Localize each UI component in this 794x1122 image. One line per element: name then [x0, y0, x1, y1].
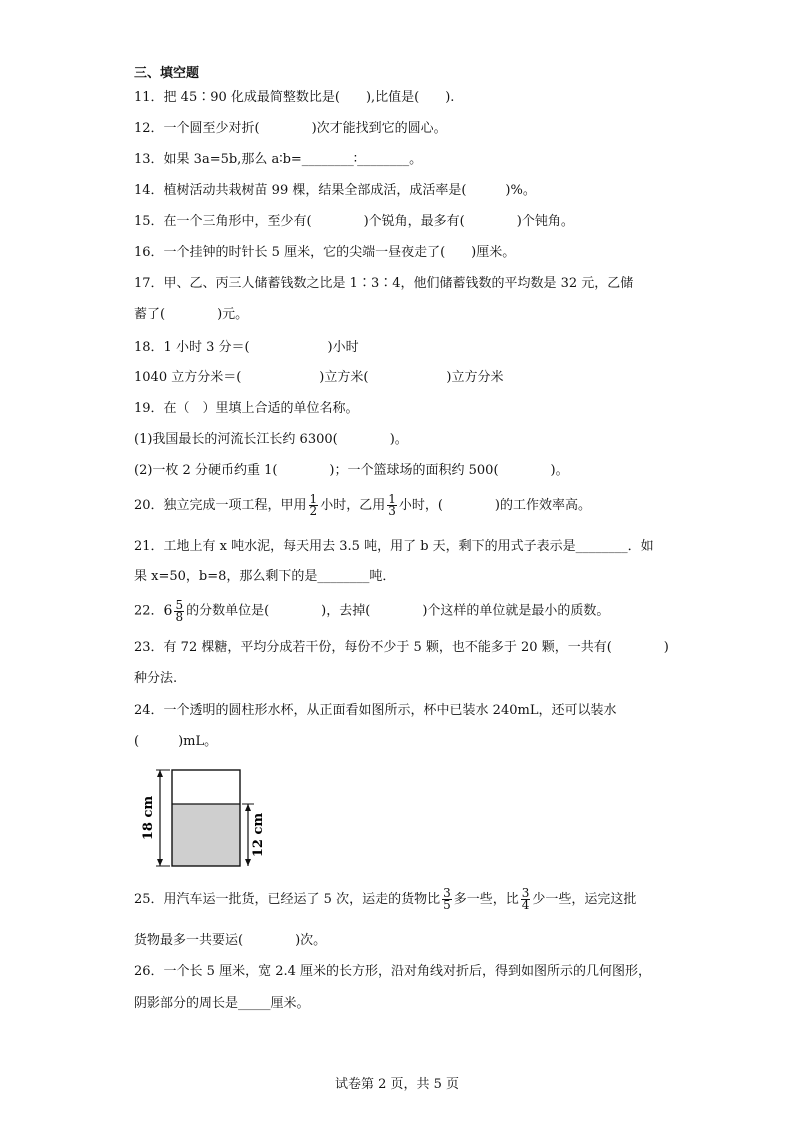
q20-text-b: 小时，乙用: [320, 498, 386, 513]
fraction-one-half: [309, 494, 319, 517]
fraction-denominator: 4: [521, 898, 530, 912]
q25-text-c: 少一些，运完这批: [532, 892, 637, 907]
arrow-head: [245, 804, 251, 811]
question-19: 19．在（ ）里填上合适的单位名称。: [134, 401, 359, 416]
fraction-denominator: 3: [388, 504, 396, 518]
question-19-part-1: (1)我国最长的河流长江长约 6300( )。: [134, 432, 408, 447]
outer-dimension-label: 18 cm: [141, 795, 156, 841]
question-23-line-1: 23．有 72 棵糖，平均分成若干份，每份不少于 5 颗，也不能多于 20 颗，一共有( ): [134, 640, 669, 655]
question-22: [134, 597, 609, 626]
cup-figure: [130, 768, 270, 873]
question-19-part-2: (2)一枚 2 分硬币约重 1( )；一个篮球场的面积约 500( )。: [134, 463, 569, 478]
fraction-denominator: 5: [443, 898, 451, 912]
question-11: 11．把 45∶90 化成最简整数比是( ),比值是( ).: [134, 90, 455, 105]
fraction-denominator: 2: [309, 504, 318, 518]
fraction-three-quarters: [521, 888, 531, 911]
question-21-line-1: 21．工地上有 x 吨水泥，每天用去 3.5 吨，用了 b 天，剩下的用式子表示是________．如: [134, 539, 654, 554]
question-15: 15．在一个三角形中，至少有( )个锐角，最多有( )个钝角。: [134, 214, 574, 229]
mixed-number-whole: 6: [163, 603, 173, 619]
question-17-line-2: 蓄了( )元。: [134, 307, 249, 322]
question-26-line-2: 阴影部分的周长是_____厘米。: [134, 996, 310, 1011]
question-24-line-2: ( )mL。: [134, 734, 218, 749]
q25-text-a: 25．用汽车运一批货，已经运了 5 次，运走的货物比: [134, 892, 441, 907]
q22-text-b: 的分数单位是( )，去掉( )个这样的单位就是最小的质数。: [186, 603, 610, 619]
fraction-one-third: [387, 494, 397, 517]
section-title: 三、填空题: [134, 66, 200, 81]
question-25-line-2: 货物最多一共要运( )次。: [134, 933, 327, 948]
q25-text-b: 多一些，比: [453, 892, 519, 907]
fraction-numerator: 5: [175, 597, 184, 612]
question-25-line-1: [134, 886, 636, 914]
fraction-five-eighths: [174, 597, 184, 624]
water-fill: [172, 804, 240, 866]
fraction-numerator: 1: [309, 492, 318, 506]
question-21-line-2: 果 x=50，b=8，那么剩下的是________吨．: [134, 569, 396, 584]
question-14: 14．植树活动共栽树苗 99 棵，结果全部成活，成活率是( )%。: [134, 183, 536, 198]
q20-text-a: 20．独立完成一项工程，甲用: [134, 498, 307, 513]
question-12: 12．一个圆至少对折( )次才能找到它的圆心。: [134, 121, 447, 136]
q20-text-c: 小时，( )的工作效率高。: [398, 498, 591, 513]
fraction-numerator: 3: [521, 886, 530, 900]
arrow-head: [245, 859, 251, 866]
question-13: 13．如果 3a=5b,那么 a∶b=________∶________。: [134, 152, 423, 167]
question-18-line-2: 1040 立方分米＝( )立方米( )立方分米: [134, 370, 504, 385]
question-17-line-1: 17．甲、乙、丙三人储蓄钱数之比是 1∶3∶4，他们储蓄钱数的平均数是 32 元，乙储: [134, 276, 634, 291]
question-16: 16．一个挂钟的时针长 5 厘米，它的尖端一昼夜走了( )厘米。: [134, 245, 516, 260]
inner-dimension-label: 12 cm: [251, 812, 266, 858]
question-26-line-1: 26．一个长 5 厘米，宽 2.4 厘米的长方形，沿对角线对折后，得到如图所示的几何图形，: [134, 964, 652, 979]
fraction-three-fifths: [442, 888, 452, 911]
fraction-numerator: 1: [388, 492, 396, 506]
question-24-line-1: 24．一个透明的圆柱形水杯，从正面看如图所示，杯中已装水 240mL，还可以装水: [134, 703, 617, 718]
arrow-head: [157, 859, 163, 866]
question-23-line-2: 种分法.: [134, 671, 178, 686]
fraction-numerator: 3: [443, 886, 451, 900]
q22-text-a: 22．: [134, 603, 164, 619]
fraction-denominator: 8: [175, 609, 184, 624]
arrow-head: [157, 770, 163, 777]
question-18-line-1: 18．1 小时 3 分＝( )小时: [134, 340, 359, 355]
page-footer: 试卷第 2 页，共 5 页: [334, 1077, 460, 1092]
question-20: [134, 492, 591, 520]
